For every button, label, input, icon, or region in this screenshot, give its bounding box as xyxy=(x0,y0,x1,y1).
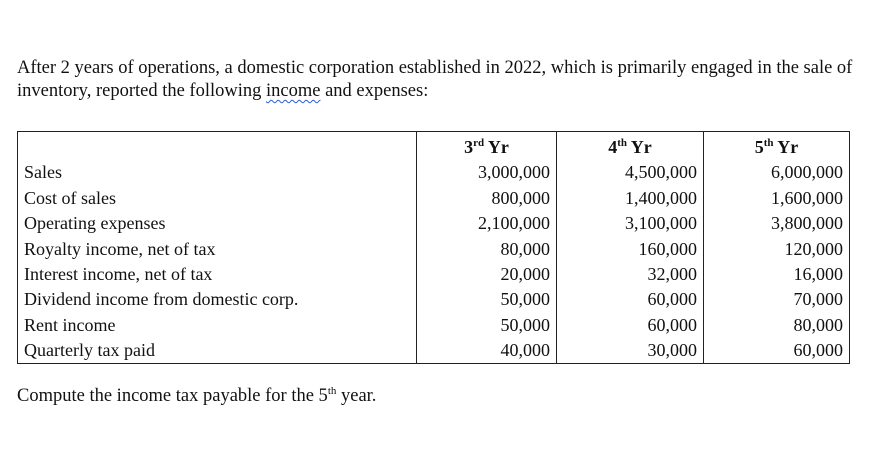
table-cell: 2,100,000 xyxy=(417,211,557,236)
table-cell: 4,500,000 xyxy=(557,160,704,185)
table-row xyxy=(18,160,850,185)
header-blank xyxy=(18,132,417,161)
table-row xyxy=(18,236,850,261)
table-cell: 6,000,000 xyxy=(704,160,850,185)
table-cell: 1,600,000 xyxy=(704,185,850,210)
table-cell: 3,000,000 xyxy=(417,160,557,185)
header-year-4: 4th Yr xyxy=(557,132,704,161)
table-cell: 30,000 xyxy=(557,338,704,364)
table-row xyxy=(18,338,850,364)
intro-text-a: After 2 years of operations, a domestic corporation established in 2022, which is primarily engaged in the sale of inventory, reported the following xyxy=(17,58,853,101)
row-label-quarterly-tax-paid: Quarterly tax paid xyxy=(18,338,417,364)
question-text: Compute the income tax payable for the 5th year. xyxy=(17,384,377,406)
header-year-5: 5th Yr xyxy=(704,132,850,161)
spellcheck-word[interactable]: income xyxy=(266,81,321,101)
table-cell: 60,000 xyxy=(704,338,850,364)
table-row xyxy=(18,185,850,210)
table-row xyxy=(18,211,850,236)
table-cell: 16,000 xyxy=(704,262,850,287)
table-cell: 1,400,000 xyxy=(557,185,704,210)
table-row xyxy=(18,312,850,337)
table-cell: 160,000 xyxy=(557,236,704,261)
income-expense-table xyxy=(17,131,850,364)
table-cell: 40,000 xyxy=(417,338,557,364)
table-cell: 60,000 xyxy=(557,287,704,312)
row-label-operating-expenses: Operating expenses xyxy=(18,211,417,236)
table-cell: 80,000 xyxy=(417,236,557,261)
table-cell: 800,000 xyxy=(417,185,557,210)
table-cell: 50,000 xyxy=(417,287,557,312)
table-header-row xyxy=(18,132,850,161)
table-cell: 60,000 xyxy=(557,312,704,337)
table-cell: 50,000 xyxy=(417,312,557,337)
table-cell: 80,000 xyxy=(704,312,850,337)
table-cell: 32,000 xyxy=(557,262,704,287)
row-label-cost-of-sales: Cost of sales xyxy=(18,185,417,210)
row-label-royalty-income: Royalty income, net of tax xyxy=(18,236,417,261)
table-cell: 120,000 xyxy=(704,236,850,261)
table-cell: 70,000 xyxy=(704,287,850,312)
intro-text-b: and expenses: xyxy=(320,81,429,101)
table-row xyxy=(18,262,850,287)
row-label-sales: Sales xyxy=(18,160,417,185)
table-cell: 20,000 xyxy=(417,262,557,287)
table-row xyxy=(18,287,850,312)
problem-intro xyxy=(17,57,862,103)
table-cell: 3,800,000 xyxy=(704,211,850,236)
table-cell: 3,100,000 xyxy=(557,211,704,236)
row-label-interest-income: Interest income, net of tax xyxy=(18,262,417,287)
header-year-3: 3rd Yr xyxy=(417,132,557,161)
row-label-rent-income: Rent income xyxy=(18,312,417,337)
row-label-dividend-income: Dividend income from domestic corp. xyxy=(18,287,417,312)
